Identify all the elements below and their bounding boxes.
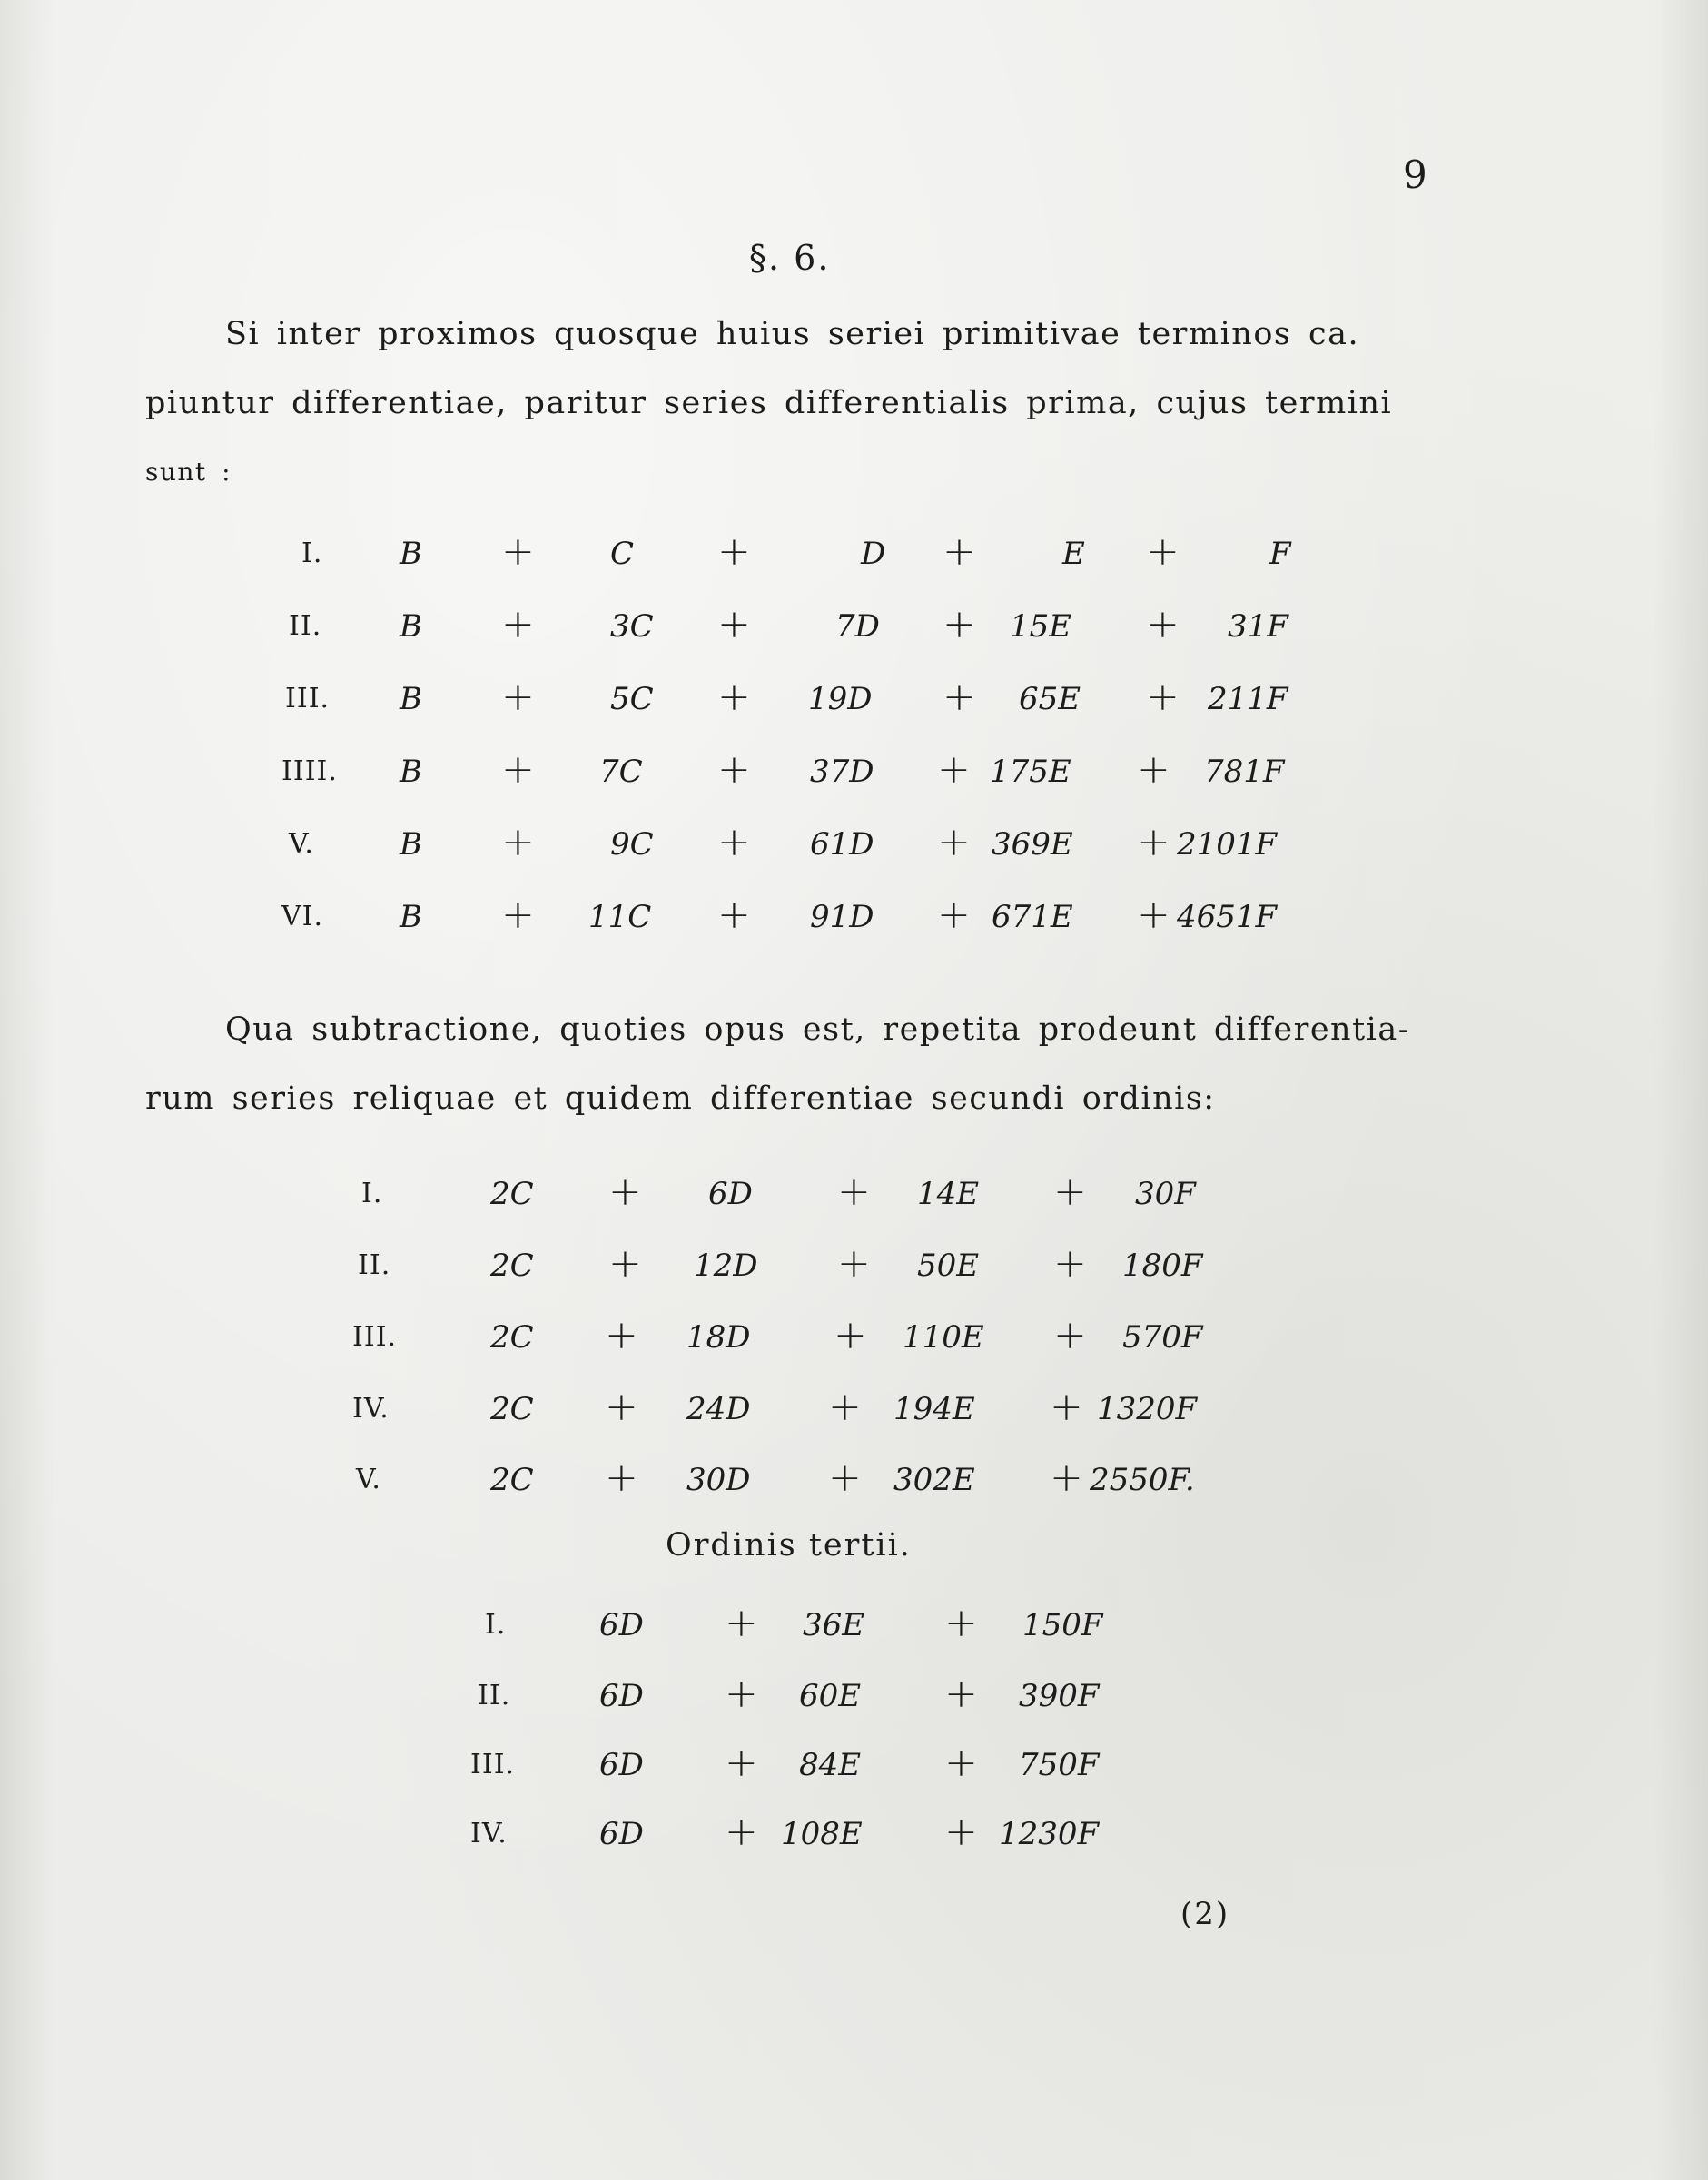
term: 6D: [599, 1816, 644, 1852]
paragraph-subtraction: [145, 995, 1453, 1133]
term: 2C: [490, 1248, 534, 1284]
plus-sign: +: [717, 674, 751, 720]
row-label: IIII.: [281, 755, 338, 787]
row-label: IV.: [352, 1393, 390, 1425]
plus-sign: +: [943, 528, 976, 575]
paragraph-line: piuntur differentiae, paritur series differentialis prima, cujus termini: [145, 385, 1393, 421]
term: 180F: [1122, 1248, 1203, 1284]
term: 91D: [810, 899, 874, 935]
term: 7C: [599, 754, 643, 790]
plus-sign: +: [944, 1740, 978, 1786]
row-label: IV.: [470, 1818, 508, 1850]
term: B: [400, 754, 422, 790]
plus-sign: +: [725, 1671, 758, 1717]
paragraph-line: rum series reliquae et quidem differentiae secundi ordinis:: [145, 1080, 1216, 1117]
paragraph-line: Si inter proximos quosque huius seriei primitivae terminos ca.: [225, 316, 1360, 352]
plus-sign: +: [1146, 601, 1180, 647]
term: B: [400, 826, 422, 863]
plus-sign: +: [501, 601, 535, 647]
term: 1320F: [1097, 1391, 1198, 1427]
term: 2C: [490, 1319, 534, 1356]
plus-sign: +: [944, 1671, 978, 1717]
row-label: I.: [301, 538, 323, 569]
plus-sign: +: [608, 1240, 642, 1287]
term: 2C: [490, 1391, 534, 1427]
paragraph-intro: [145, 300, 1453, 507]
plus-sign: +: [608, 1169, 642, 1215]
plus-sign: +: [1137, 746, 1170, 793]
paragraph-line: Qua subtractione, quoties opus est, repetita prodeunt differentia-: [225, 1011, 1411, 1048]
term: 1230F: [999, 1816, 1100, 1852]
plus-sign: +: [1146, 528, 1180, 575]
term: C: [610, 536, 635, 572]
term: 18D: [686, 1319, 751, 1356]
signature-mark: (2): [1180, 1896, 1230, 1932]
term: 5C: [610, 681, 654, 717]
plus-sign: +: [717, 819, 751, 865]
plus-sign: +: [501, 528, 535, 575]
term: B: [400, 681, 422, 717]
term: 7D: [835, 608, 880, 645]
term: 14E: [917, 1176, 980, 1212]
term: 2101F: [1177, 826, 1278, 863]
plus-sign: +: [605, 1312, 638, 1358]
plus-sign: +: [605, 1455, 638, 1501]
term: 2C: [490, 1176, 534, 1212]
row-label: III.: [352, 1321, 398, 1353]
plus-sign: +: [937, 892, 971, 938]
plus-sign: +: [605, 1384, 638, 1430]
plus-sign: +: [1053, 1312, 1087, 1358]
term: 36E: [803, 1607, 865, 1643]
plus-sign: +: [834, 1312, 867, 1358]
term: 110E: [903, 1319, 984, 1356]
plus-sign: +: [943, 601, 976, 647]
term: 3C: [610, 608, 654, 645]
plus-sign: +: [501, 674, 535, 720]
plus-sign: +: [501, 746, 535, 793]
plus-sign: +: [1146, 674, 1180, 720]
term: B: [400, 536, 422, 572]
plus-sign: +: [725, 1600, 758, 1646]
term: 6D: [708, 1176, 753, 1212]
plus-sign: +: [1053, 1169, 1087, 1215]
term: 6D: [599, 1747, 644, 1783]
row-label: III.: [285, 683, 331, 715]
plus-sign: +: [837, 1169, 871, 1215]
plus-sign: +: [937, 746, 971, 793]
term: 671E: [992, 899, 1073, 935]
term: 150F: [1022, 1607, 1103, 1643]
term: 12D: [694, 1248, 758, 1284]
term: B: [400, 608, 422, 645]
term: 30D: [686, 1462, 751, 1498]
term: F: [1269, 536, 1291, 572]
term: 175E: [990, 754, 1071, 790]
plus-sign: +: [944, 1809, 978, 1855]
row-label: II.: [289, 610, 322, 642]
term: 30F: [1135, 1176, 1196, 1212]
term: 750F: [1019, 1747, 1100, 1783]
term: E: [1062, 536, 1085, 572]
row-label: V.: [356, 1464, 381, 1495]
plus-sign: +: [828, 1384, 862, 1430]
plus-sign: +: [501, 819, 535, 865]
term: 570F: [1122, 1319, 1203, 1356]
plus-sign: +: [1137, 819, 1170, 865]
term: 61D: [810, 826, 874, 863]
term: 390F: [1019, 1678, 1100, 1714]
term: 194E: [893, 1391, 975, 1427]
plus-sign: +: [725, 1740, 758, 1786]
term: 2550F.: [1090, 1462, 1195, 1498]
ordinis-tertii-heading: Ordinis tertii.: [666, 1527, 912, 1563]
row-label: III.: [470, 1749, 516, 1780]
plus-sign: +: [501, 892, 535, 938]
term: 6D: [599, 1607, 644, 1643]
paragraph-line: sunt :: [145, 457, 232, 487]
plus-sign: +: [1050, 1384, 1083, 1430]
plus-sign: +: [717, 528, 751, 575]
plus-sign: +: [717, 746, 751, 793]
term: D: [861, 536, 886, 572]
term: 84E: [799, 1747, 862, 1783]
term: 60E: [799, 1678, 862, 1714]
plus-sign: +: [1053, 1240, 1087, 1287]
plus-sign: +: [1050, 1455, 1083, 1501]
plus-sign: +: [944, 1600, 978, 1646]
plus-sign: +: [837, 1240, 871, 1287]
term: 9C: [610, 826, 654, 863]
term: 31F: [1228, 608, 1288, 645]
term: 302E: [893, 1462, 975, 1498]
term: 211F: [1208, 681, 1288, 717]
section-heading: §. 6.: [749, 238, 831, 278]
term: 19D: [808, 681, 873, 717]
term: 2C: [490, 1462, 534, 1498]
plus-sign: +: [725, 1809, 758, 1855]
term: 6D: [599, 1678, 644, 1714]
term: 24D: [686, 1391, 751, 1427]
term: 4651F: [1177, 899, 1278, 935]
plus-sign: +: [828, 1455, 862, 1501]
term: 50E: [917, 1248, 980, 1284]
plus-sign: +: [717, 601, 751, 647]
term: 11C: [588, 899, 652, 935]
page-number: 9: [1403, 153, 1427, 197]
plus-sign: +: [1137, 892, 1170, 938]
row-label: II.: [358, 1249, 391, 1281]
row-label: I.: [485, 1609, 507, 1641]
row-label: I.: [361, 1178, 383, 1209]
plus-sign: +: [717, 892, 751, 938]
term: 65E: [1019, 681, 1081, 717]
row-label: VI.: [281, 901, 324, 932]
term: 781F: [1204, 754, 1285, 790]
plus-sign: +: [943, 674, 976, 720]
term: 108E: [781, 1816, 863, 1852]
term: 37D: [810, 754, 874, 790]
term: B: [400, 899, 422, 935]
row-label: II.: [478, 1680, 511, 1711]
term: 15E: [1010, 608, 1072, 645]
plus-sign: +: [937, 819, 971, 865]
term: 369E: [992, 826, 1073, 863]
row-label: V.: [289, 828, 314, 860]
